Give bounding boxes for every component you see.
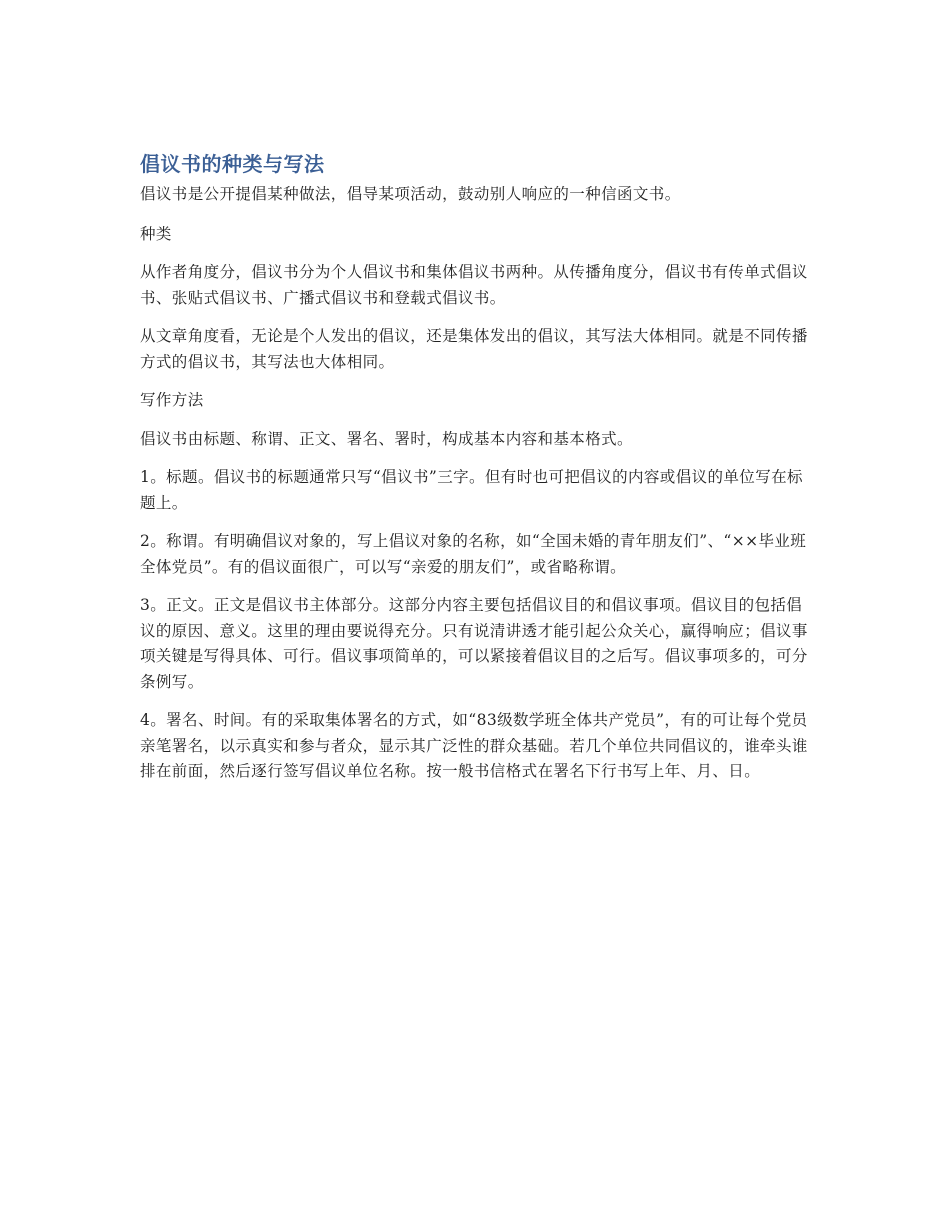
list-item-body: 3。正文。正文是倡议书主体部分。这部分内容主要包括倡议目的和倡议事项。倡议目的包括倡议的原因、意义。这里的理由要说得充分。只有说清讲透才能引起公众关心，赢得响应；倡议事项关键是写得具体、可行。倡议事项简单的，可以紧接着倡议目的之后写。倡议事项多的，可分条例写。 — [140, 596, 808, 691]
document-page — [140, 150, 812, 798]
paragraph-structure: 倡议书由标题、称谓、正文、署名、署时，构成基本内容和基本格式。 — [140, 429, 633, 448]
list-item-salutation: 2。称谓。有明确倡议对象的，写上倡议对象的名称，如“全国未婚的青年朋友们”、“××毕业班全体党员”。有的倡议面很广，可以写“亲爱的朋友们”，或省略称谓。 — [140, 532, 807, 576]
section-heading-writing-method: 写作方法 — [140, 391, 204, 409]
intro-paragraph: 倡议书是公开提倡某种做法，倡导某项活动，鼓动别人响应的一种信函文书。 — [140, 185, 681, 203]
document-title: 倡议书的种类与写法 — [140, 152, 325, 176]
paragraph-types-by-author: 从作者角度分，倡议书分为个人倡议书和集体倡议书两种。从传播角度分，倡议书有传单式倡议书、张贴式倡议书、广播式倡议书和登载式倡议书。 — [140, 263, 808, 307]
list-item-signature-date: 4。署名、时间。有的采取集体署名的方式，如“83级数学班全体共产党员”，有的可让每个党员亲笔署名，以示真实和参与者众，显示其广泛性的群众基础。若几个单位共同倡议的，谁牵头谁排在前面，然后逐行签写倡议单位名称。按一般书信格式在署名下行书写上年、月、日。 — [140, 711, 808, 780]
section-heading-types: 种类 — [140, 224, 172, 243]
list-item-title: 1。标题。倡议书的标题通常只写“倡议书”三字。但有时也可把倡议的内容或倡议的单位写在标题上。 — [140, 468, 803, 512]
paragraph-types-by-article: 从文章角度看，无论是个人发出的倡议，还是集体发出的倡议，其写法大体相同。就是不同传播方式的倡议书，其写法也大体相同。 — [140, 327, 808, 371]
